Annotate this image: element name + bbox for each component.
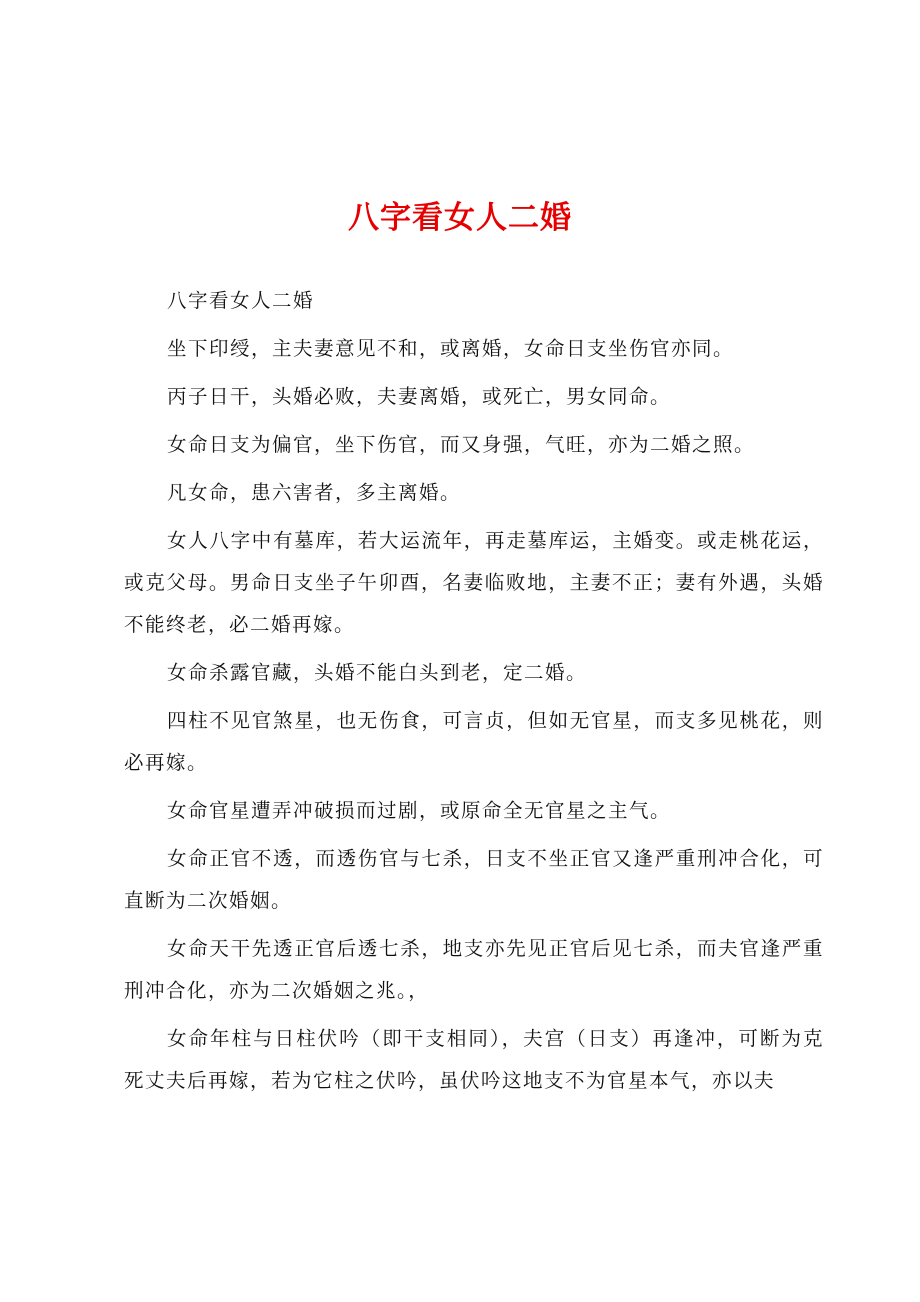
paragraph: 女命杀露官藏，头婚不能白头到老，定二婚。 — [167, 661, 588, 684]
paragraph: 女命官星遭弄冲破损而过剧，或原命全无官星之主气。 — [167, 799, 672, 822]
paragraph: 八字看女人二婚 — [167, 289, 315, 312]
paragraph: 女命年柱与日柱伏吟（即干支相同），夫宫（日支）再逢冲，可断为克死丈夫后再嫁，若为它柱之伏吟，虽伏吟这地支不为官星本气，亦以夫 — [124, 1027, 824, 1092]
paragraph: 坐下印绶，主夫妻意见不和，或离婚，女命日支坐伤官亦同。 — [167, 337, 735, 360]
document-title: 八字看女人二婚 — [348, 200, 572, 236]
paragraph: 凡女命，患六害者，多主离婚。 — [167, 481, 462, 504]
paragraph: 女命天干先透正官后透七杀，地支亦先见正官后见七杀，而夫官逢严重刑冲合化，亦为二次婚姻之兆。， — [124, 937, 824, 1002]
paragraph: 女命日支为偏官，坐下伤官，而又身强，气旺，亦为二婚之照。 — [167, 433, 756, 456]
document-body — [124, 280, 824, 1108]
paragraph: 女命正官不透，而透伤官与七杀，日支不坐正官又逢严重刑冲合化，可直断为二次婚姻。 — [124, 847, 824, 912]
paragraph: 四柱不见官煞星，也无伤食，可言贞，但如无官星，而支多见桃花，则必再嫁。 — [124, 709, 824, 774]
paragraph: 丙子日干，头婚必败，夫妻离婚，或死亡，男女同命。 — [167, 385, 672, 408]
paragraph: 女人八字中有墓库，若大运流年，再走墓库运，主婚变。或走桃花运，或克父母。男命日支坐子午卯酉，名妻临败地，主妻不正；妻有外遇，头婚不能终老，必二婚再嫁。 — [124, 529, 824, 636]
